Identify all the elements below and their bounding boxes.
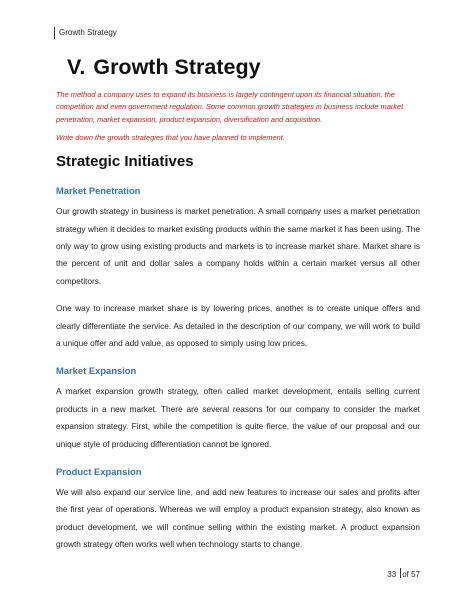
page-footer: [387, 568, 420, 581]
market-expansion-paragraph: A market expansion growth strategy, often called market development, entails selling current products in a new market. There are several reasons for our company to consider the market expansion strategy. First, while the competition is quite fierce, the value of our proposal and our unique style of producing differentiation cannot be ignored.: [56, 386, 420, 449]
market-penetration-heading: Market Penetration: [56, 185, 141, 197]
strategic-initiatives-heading: Strategic Initiatives: [56, 153, 194, 171]
page-content: [56, 89, 420, 554]
section-title-text: Growth Strategy: [93, 55, 261, 79]
product-expansion-heading: Product Expansion: [56, 466, 142, 478]
section-number: V.: [67, 55, 86, 79]
page-total: of 57: [402, 570, 420, 579]
product-expansion-paragraph: We will also expand our service line, and add new features to increase our sales and profits after the first year of operations. Whereas we will employ a product expansion strategy, also known as product development, we will continue selling within the existing market. A product expansion growth strategy often works well when technology starts to change.: [56, 487, 420, 550]
intro-instruction: Write down the growth strategies that you have planned to implement.: [56, 132, 285, 142]
section-title: [67, 55, 261, 80]
intro-paragraph: The method a company uses to expand its business is largely contingent upon its financial situation, the competition and even government regulation. Some common growth strategies in business include market penetration, market expansion, product expansion, diversification and acquisition.: [56, 90, 404, 124]
market-penetration-paragraph-2: One way to increase market share is by lowering prices, another is to create unique offers and clearly differentiate the service. As detailed in the description of our company, we will work to build a unique offer and add value, as opposed to simply using low prices.: [56, 303, 420, 349]
running-header: [54, 27, 117, 39]
page-number: 33: [387, 570, 397, 579]
market-expansion-heading: Market Expansion: [56, 365, 137, 377]
running-header-title: Growth Strategy: [59, 28, 117, 37]
market-penetration-paragraph-1: Our growth strategy in business is market penetration. A small company uses a market penetration strategy when it decides to market existing products within the same market it has been using. The only way to grow using existing products and markets is to increase market share. Market share is the percent of unit and dollar sales a company holds within a certain market versus all other competitors.: [56, 206, 420, 286]
